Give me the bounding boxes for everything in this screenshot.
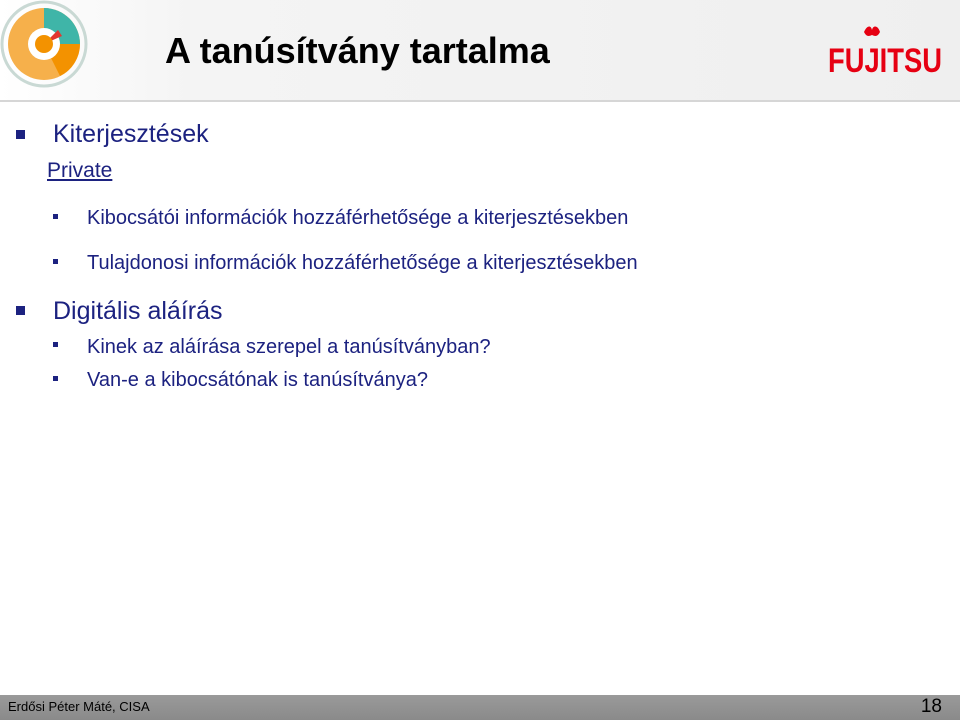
sub-bullet-item: Van-e a kibocsátónak is tanúsítványa? (87, 369, 428, 391)
sub-bullet-item: Kibocsátói információk hozzáférhetősége a kiterjesztésekben (87, 207, 629, 229)
bullet-icon (16, 306, 25, 315)
bullet-item-digitalis-alairas: Digitális aláírás (53, 297, 223, 325)
slide-footer (0, 695, 960, 720)
sub-bullet-item: Tulajdonosi információk hozzáférhetősége a kiterjesztésekben (87, 252, 638, 274)
sub-bullet-item: Kinek az aláírása szerepel a tanúsítványban? (87, 336, 491, 358)
bullet-item-kiterjesztesek: Kiterjesztések (53, 120, 209, 148)
fujitsu-brand-text: FUJITSU (828, 42, 942, 80)
bullet-icon (53, 376, 58, 381)
fujitsu-logo (826, 24, 944, 80)
slide-title: A tanúsítvány tartalma (165, 30, 550, 71)
bullet-icon (53, 214, 58, 219)
bullet-icon (53, 259, 58, 264)
sub-label-private: Private (47, 159, 113, 182)
bullet-icon (16, 130, 25, 139)
decorative-circle-logo-icon (0, 0, 92, 92)
page-number: 18 (920, 696, 942, 717)
header-divider (0, 100, 960, 102)
footer-author: Erdősi Péter Máté, CISA (8, 699, 150, 714)
bullet-icon (53, 342, 58, 347)
